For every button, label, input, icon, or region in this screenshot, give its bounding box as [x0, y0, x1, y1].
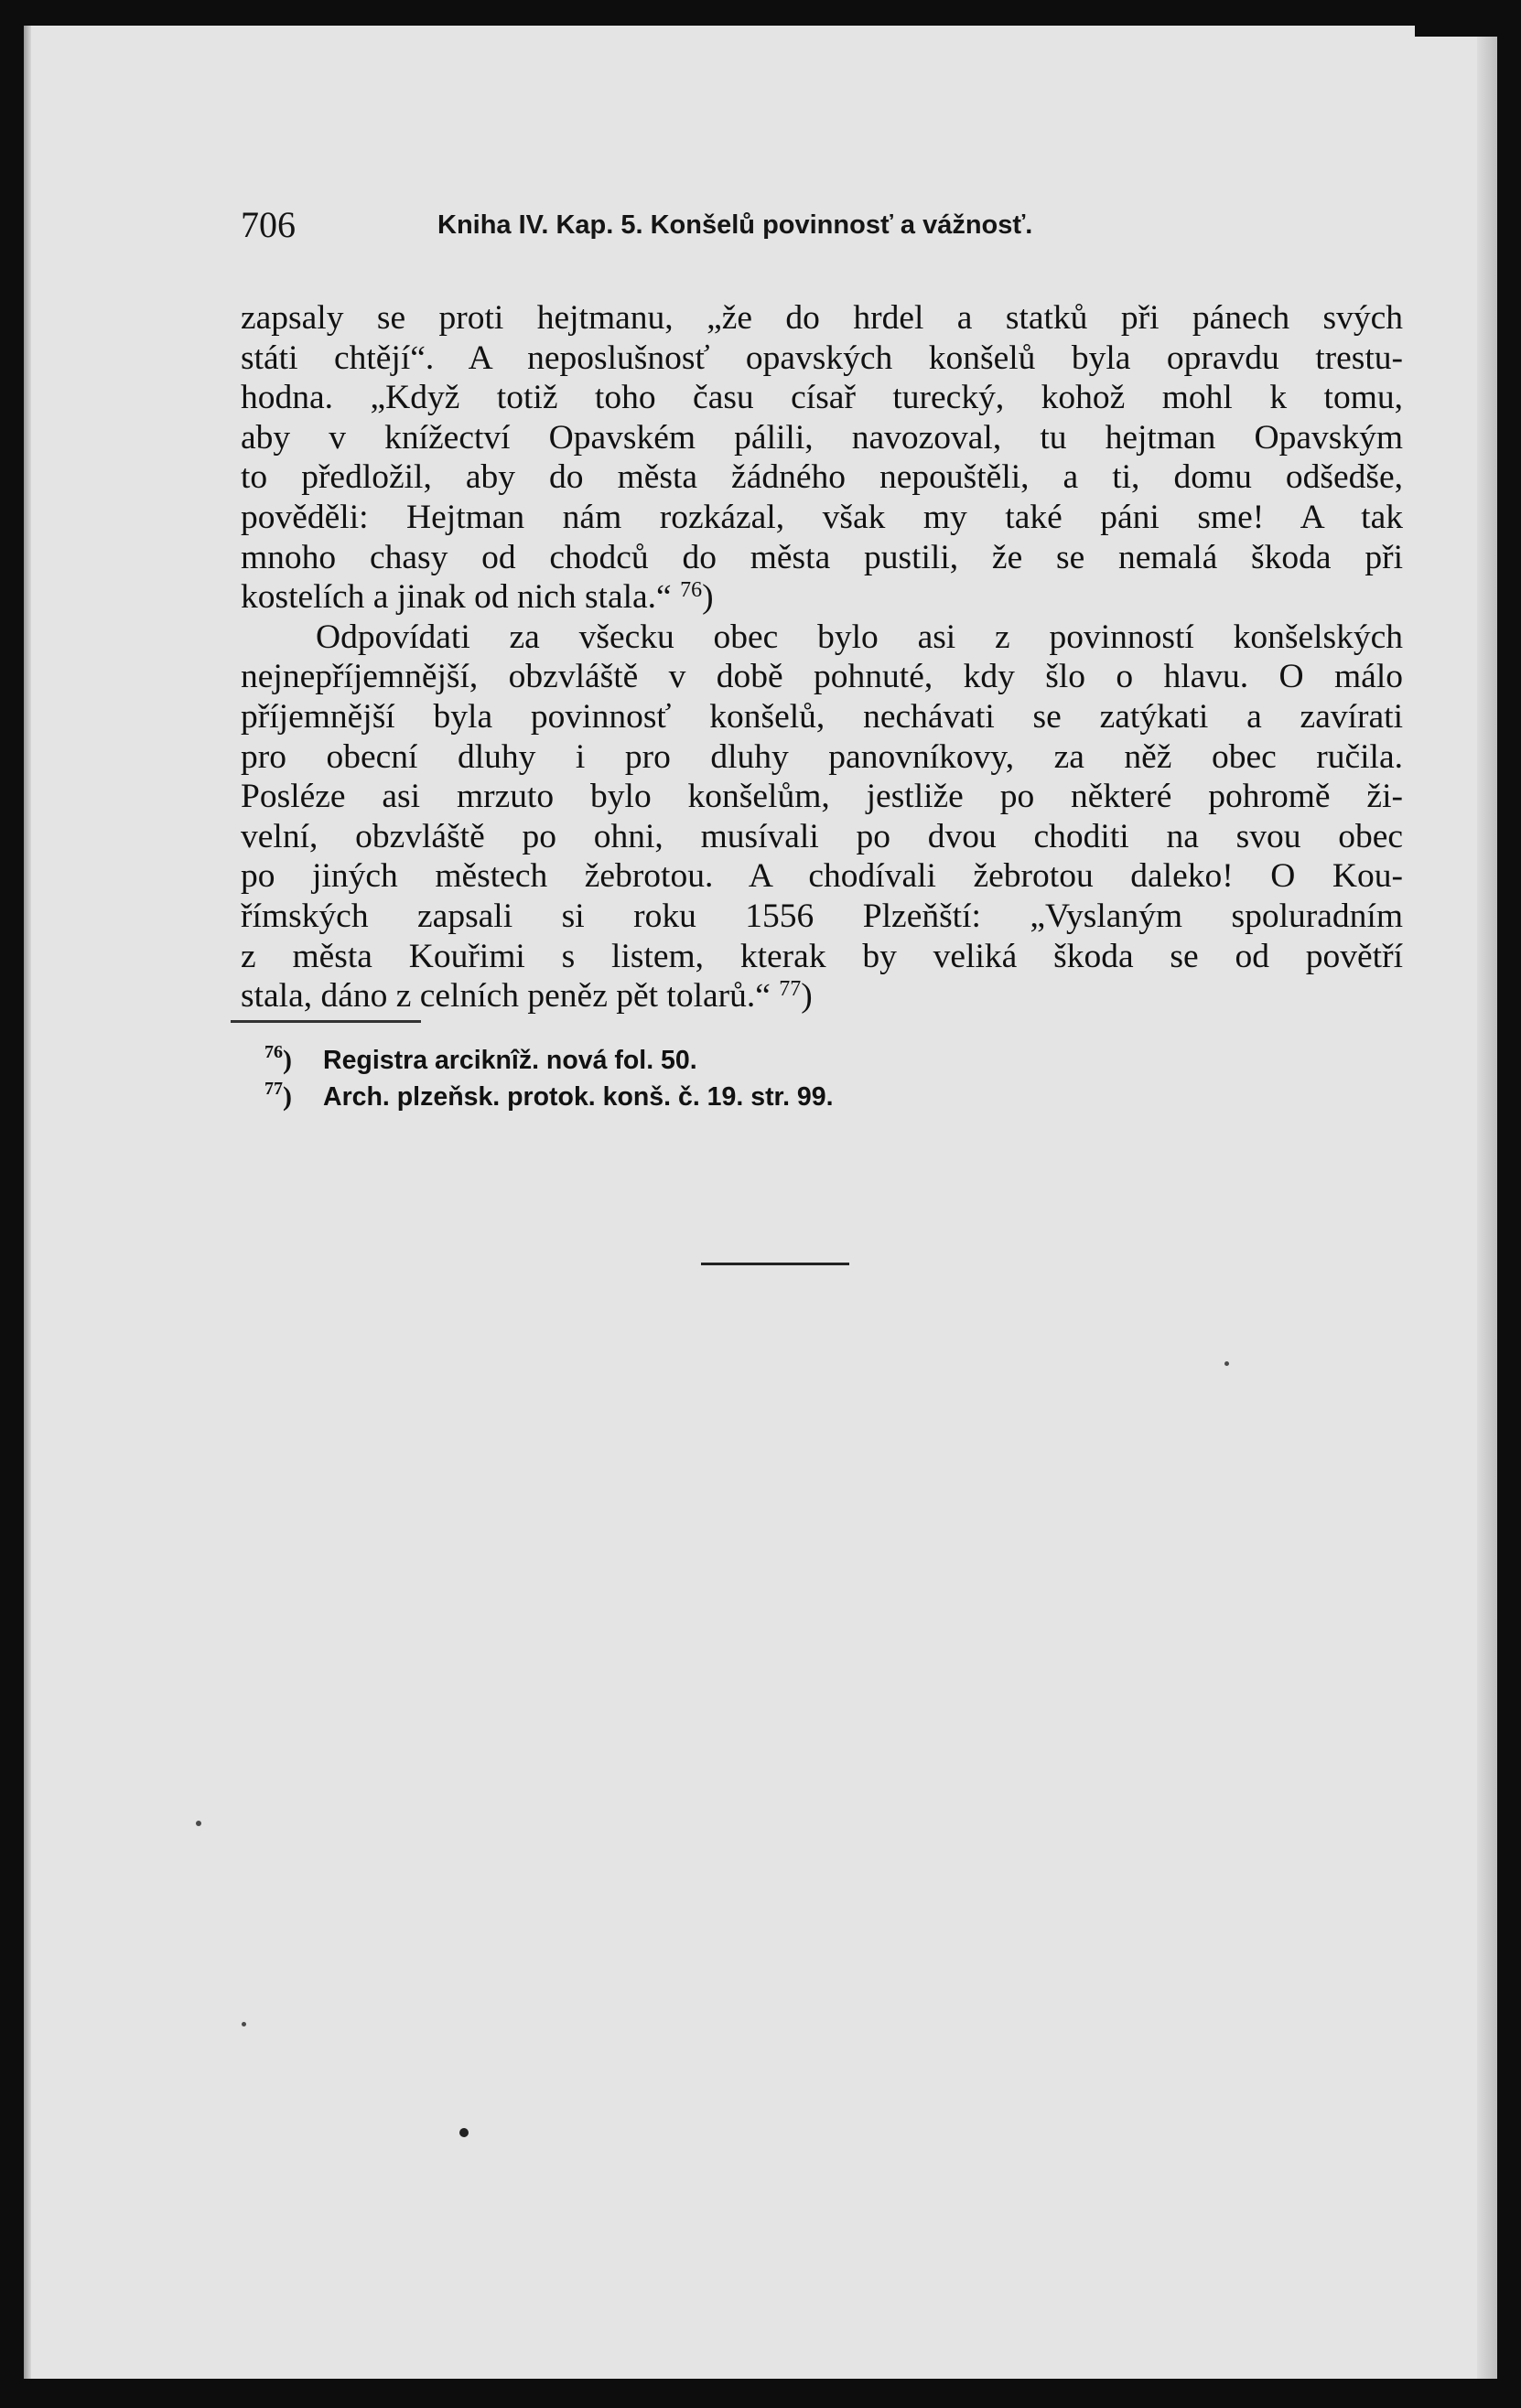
paragraph-1 [241, 298, 1403, 618]
text-line-last [241, 976, 1403, 1016]
text-line: zapsaly se proti hejtmanu, „že do hrdel a statků při pánech svých [241, 299, 1403, 337]
text-line: Odpovídati za všecku obec bylo asi z povinností konšelských [316, 618, 1403, 656]
page-right-edge [1477, 26, 1497, 2379]
top-scan-strip [1415, 26, 1497, 37]
footnote-reference: 77 [779, 977, 802, 1002]
text-line-last-body: stala, dáno z celních peněz pět tolarů.“ [241, 977, 771, 1016]
paragraph-2 [241, 618, 1403, 1016]
footnote-marker [264, 1042, 323, 1079]
body-text [241, 298, 1403, 1016]
footnote-number: 76 [264, 1042, 283, 1062]
footnote [264, 1042, 1116, 1079]
book-page [24, 26, 1497, 2379]
chapter-end-rule [701, 1263, 849, 1265]
print-speck [1224, 1361, 1229, 1366]
print-speck [196, 1821, 201, 1826]
text-line: římských zapsali si roku 1556 Plzeňští: „Vyslaným spoluradním [241, 897, 1403, 935]
text-line-last [241, 577, 1403, 618]
page-number: 706 [241, 204, 296, 245]
footnote-reference-close: ) [702, 578, 714, 617]
text-line: aby v knížectví Opavském pálili, navozoval, tu hejtman Opavským [241, 418, 1403, 457]
footnote-reference-close: ) [801, 977, 813, 1016]
text-line: nejnepříjemnější, obzvláště v době pohnuté, kdy šlo o hlavu. O málo [241, 658, 1403, 696]
page-left-edge [24, 26, 31, 2379]
text-line: Posléze asi mrzuto bylo konšelům, jestliže po některé pohromě ži- [241, 778, 1403, 816]
page-header [241, 199, 1192, 251]
footnote-number: 77 [264, 1079, 283, 1099]
text-line: to předložil, aby do města žádného nepouštěli, a ti, domu odšedše, [241, 458, 1403, 497]
footnotes [264, 1042, 1116, 1115]
footnote-marker-close: ) [283, 1081, 292, 1112]
text-line: státi chtějí“. A neposlušnosť opavských konšelů byla opravdu trestu- [241, 339, 1403, 377]
text-line: po jiných městech žebrotou. A chodívali žebrotou daleko! O Kou- [241, 857, 1403, 896]
footnote-marker [264, 1079, 323, 1115]
text-line-last-body: kostelích a jinak od nich stala.“ [241, 578, 672, 617]
print-speck [459, 2128, 469, 2137]
footnote-marker-close: ) [283, 1045, 292, 1075]
text-line: pro obecní dluhy i pro dluhy panovníkovy, za něž obec ručila. [241, 737, 1403, 776]
text-line: pověděli: Hejtman nám rozkázal, však my také páni sme! A tak [241, 498, 1403, 536]
running-head: Kniha IV. Kap. 5. Konšelů povinnosť a vážnosť. [437, 210, 1033, 240]
text-line: hodna. „Když totiž toho času císař turecký, kohož mohl k tomu, [241, 379, 1403, 417]
footnote-divider [231, 1020, 421, 1023]
footnote [264, 1079, 1116, 1115]
text-line: mnoho chasy od chodců do města pustili, že se nemalá škoda při [241, 538, 1403, 576]
footnote-text: Registra arciknîž. nová fol. 50. [323, 1046, 697, 1075]
footnote-text: Arch. plzeňsk. protok. konš. č. 19. str. 99. [323, 1082, 834, 1112]
text-line: velní, obzvláště po ohni, musívali po dvou choditi na svou obec [241, 817, 1403, 855]
print-speck [242, 2022, 246, 2026]
footnote-reference: 76 [680, 578, 703, 603]
text-line: z města Kouřimi s listem, kterak by veliká škoda se od povětří [241, 937, 1403, 975]
text-line: příjemnější byla povinnosť konšelů, nechávati se zatýkati a zavírati [241, 697, 1403, 736]
